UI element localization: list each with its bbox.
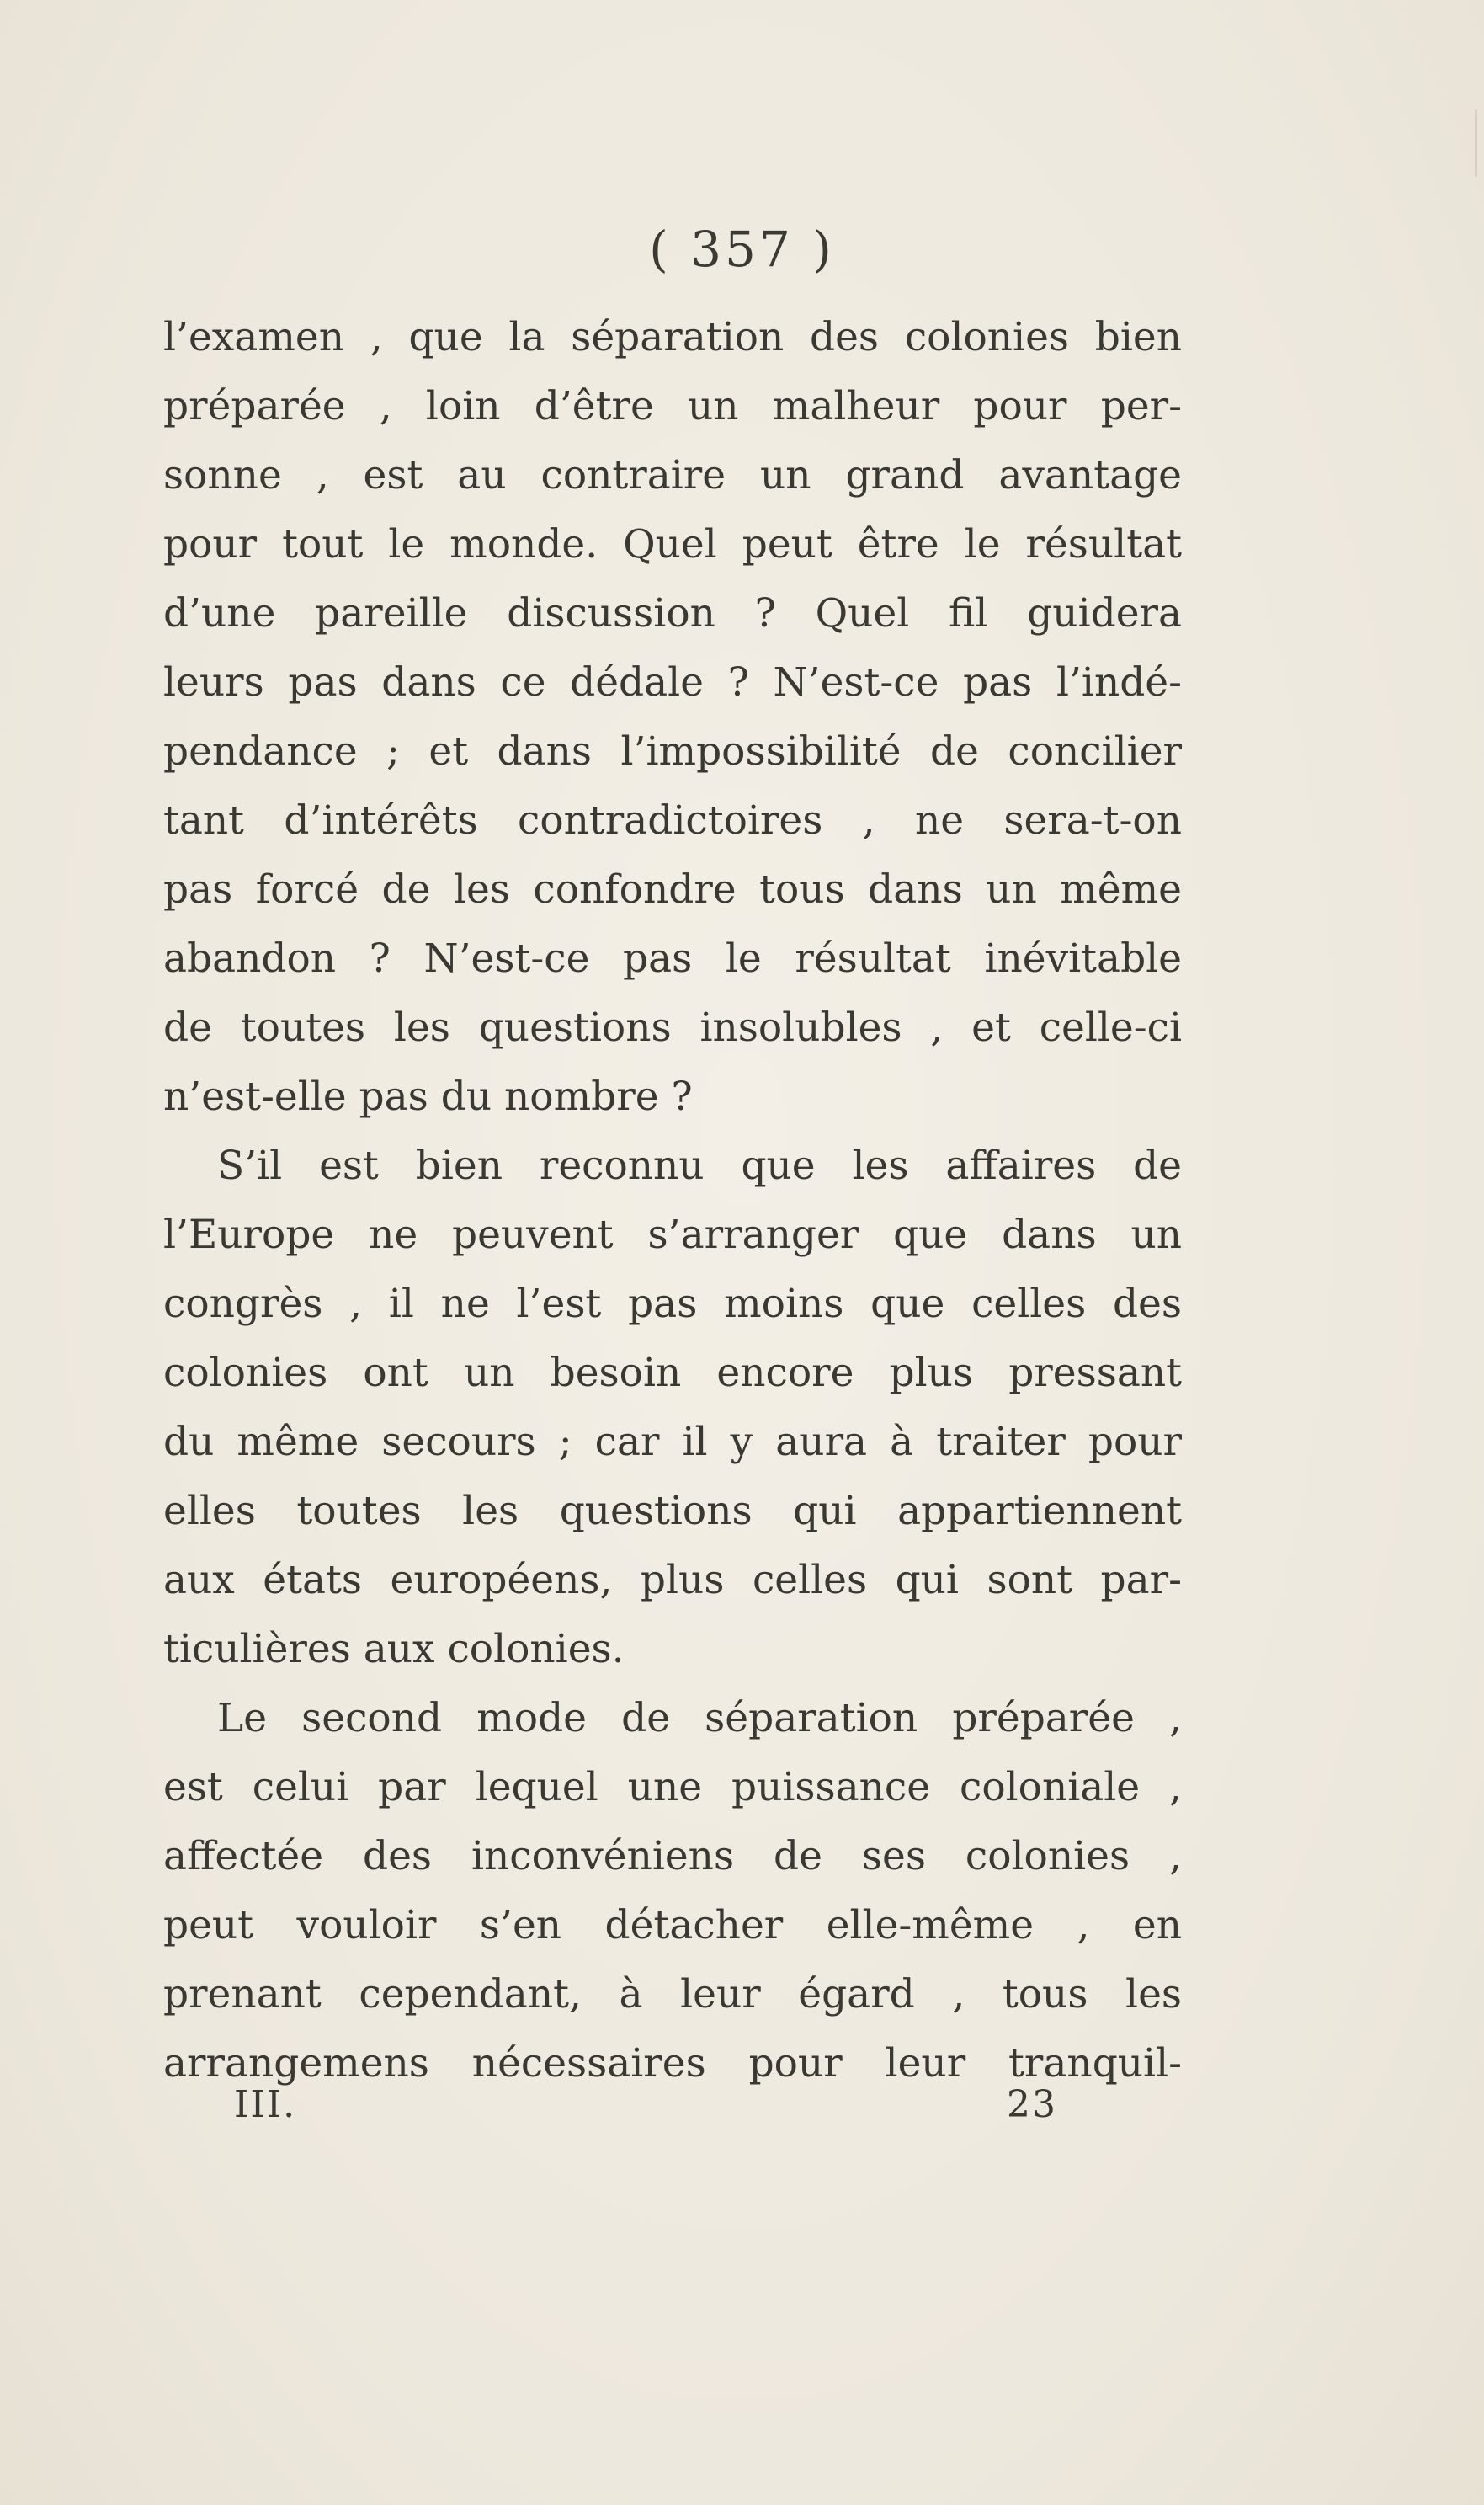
text-line: pendance ; et dans l’impossibilité de concilier (163, 728, 1182, 775)
text-line: prenant cependant, à leur égard , tous les (163, 1971, 1182, 2017)
text-line: affectée des inconvéniens de ses colonies , (163, 1833, 1182, 1879)
text-line: l’examen , que la séparation des colonies bien (163, 314, 1182, 360)
text-line: peut vouloir s’en détacher elle-même , en (163, 1902, 1182, 1948)
text-line: arrangemens nécessaires pour leur tranquil- (163, 2040, 1182, 2087)
body-text (163, 303, 1182, 2098)
text-line: colonies ont un besoin encore plus pressant (163, 1350, 1182, 1396)
text-line: pour tout le monde. Quel peut être le résultat (163, 521, 1182, 568)
text-line: préparée , loin d’être un malheur pour per- (163, 383, 1182, 429)
page-number-header: ( 357 ) (649, 221, 835, 278)
text-line: de toutes les questions insolubles , et celle-ci (163, 1005, 1182, 1051)
text-line: Le second mode de séparation préparée , (217, 1695, 1182, 1741)
text-line: elles toutes les questions qui appartiennent (163, 1488, 1182, 1534)
text-line: S’il est bien reconnu que les affaires de (217, 1143, 1182, 1189)
text-line: n’est-elle pas du nombre ? (163, 1074, 693, 1120)
page-edge-mark (1475, 109, 1477, 177)
text-line: tant d’intérêts contradictoires , ne sera-t-on (163, 797, 1182, 844)
text-line: l’Europe ne peuvent s’arranger que dans un (163, 1212, 1182, 1258)
text-line: du même secours ; car il y aura à traiter pour (163, 1419, 1182, 1465)
text-line: d’une pareille discussion ? Quel fil guidera (163, 590, 1182, 637)
text-line: pas forcé de les confondre tous dans un même (163, 866, 1182, 913)
text-line: est celui par lequel une puissance coloniale , (163, 1764, 1182, 1810)
text-line: aux états européens, plus celles qui sont par- (163, 1557, 1182, 1603)
gathering-number: 23 (1007, 2083, 1057, 2126)
text-line: leurs pas dans ce dédale ? N’est-ce pas l’indé- (163, 659, 1182, 706)
text-line: congrès , il ne l’est pas moins que celles des (163, 1281, 1182, 1327)
text-line: abandon ? N’est-ce pas le résultat inévitable (163, 935, 1182, 982)
text-line: sonne , est au contraire un grand avantage (163, 452, 1182, 498)
signature-mark: III. (234, 2083, 297, 2126)
text-line: ticulières aux colonies. (163, 1626, 625, 1672)
